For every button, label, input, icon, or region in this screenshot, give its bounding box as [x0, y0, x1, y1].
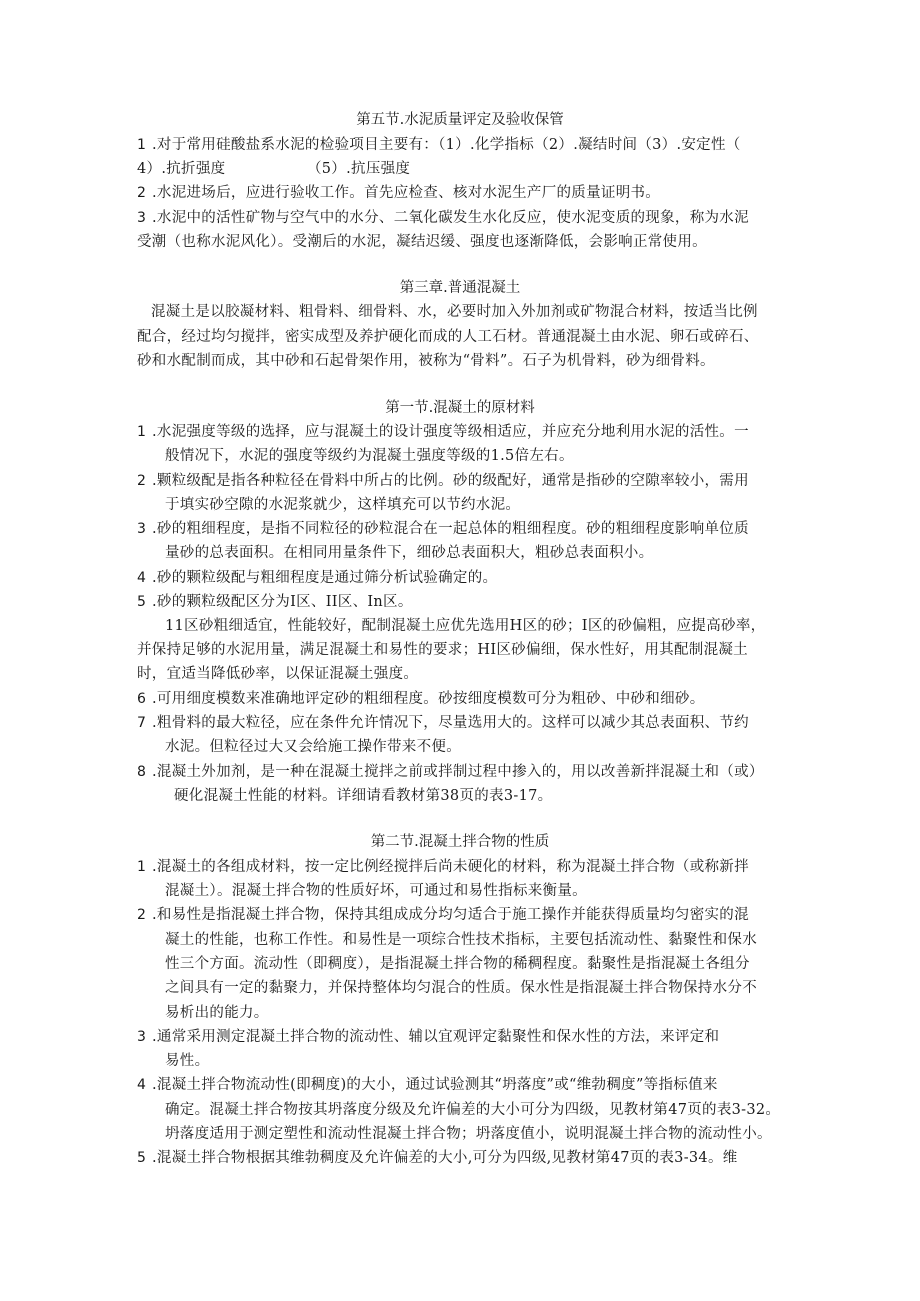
item-number: 8 [137, 764, 146, 780]
item-number: 2 [137, 473, 146, 489]
item-line: .砂的颗粒级配区分为Ⅰ区、ΙΙ区、In区。 [152, 594, 413, 610]
para-line: 时，宜适当降低砂率，以保证混凝土强度。 [137, 666, 419, 682]
item-line: .对于常用硅酸盐系水泥的检验项目主要有：（1）.化学指标（2）.凝结时间（3）.安定性（ [152, 137, 741, 153]
item-line: 般情况下，水泥的强度等级约为混凝土强度等级的1.5倍左右。 [165, 448, 574, 464]
item-line: .可用细度模数来准确地评定砂的粗细程度。砂按细度模数可分为粗砂、中砂和细砂。 [152, 691, 705, 707]
item-number: 6 [137, 691, 146, 707]
item-number: 3 [137, 521, 146, 537]
item-line: 水泥。但粒径过大又会给施工操作带来不便。 [165, 739, 461, 755]
intro-line: 砂和水配制而成，其中砂和石起骨架作用，被称为“骨料”。石子为机骨料，砂为细骨料。 [137, 353, 715, 369]
item-line: 易析出的能力。 [165, 1005, 269, 1021]
item-line: .砂的粗细程度，是指不同粒径的砂粒混合在一起总体的粗细程度。砂的粗细程度影响单位质 [152, 521, 749, 537]
item-line: 性三个方面。流动性（即稠度），是指混凝土拌合物的稀稠程度。黏聚性是指混凝土各组分 [165, 956, 750, 972]
item-number: 2 [137, 185, 146, 201]
intro-line: 配合，经过均匀搅拌，密实成型及养护硬化而成的人工石材。普通混凝土由水泥、卵石或碎石、 [137, 329, 759, 345]
chapter3-heading: 第三章.普通混凝土 [399, 280, 521, 296]
item-number: 1 [137, 137, 146, 153]
item-number: 5 [137, 1150, 146, 1166]
item-number: 3 [137, 210, 146, 226]
item-line: .颗粒级配是指各种粒径在骨料中所占的比例。砂的级配好，通常是指砂的空隙率较小，需用 [152, 473, 749, 489]
item-number: 1 [137, 424, 146, 440]
item-line: .混凝土拌合物流动性(即稠度)的大小，通过试验测其“坍落度”或“维勃稠度”等指标值来 [152, 1077, 718, 1093]
item-line: 受潮（也称水泥风化）。受潮后的水泥，凝结迟缓、强度也逐渐降低，会影响正常使用。 [137, 234, 707, 250]
item-line: .通常采用测定混凝土拌合物的流动性、辅以宜观评定黏聚性和保水性的方法，来评定和 [152, 1029, 720, 1045]
item-line: .粗骨料的最大粒径，应在条件允许情况下，尽量选用大的。这样可以减少其总表面积、节约 [152, 715, 749, 731]
item-line: .砂的颗粒级配与粗细程度是通过筛分析试验确定的。 [152, 570, 498, 586]
item-line: 之间具有一定的黏聚力，并保持整体均匀混合的性质。保水性是指混凝土拌合物保持水分不 [165, 980, 757, 996]
item-line: .水泥强度等级的选择，应与混凝土的设计强度等级相适应，并应充分地利用水泥的活性。一 [152, 424, 749, 440]
item-line: 坍落度适用于测定塑性和流动性混凝土拌合物；坍落度值小，说明混凝土拌合物的流动性小。 [165, 1126, 772, 1142]
item-line: .混凝土拌合物根据其维勃稠度及允许偏差的大小,可分为四级,见教材第47页的表3-34。维 [152, 1150, 738, 1166]
item-number: 1 [137, 859, 146, 875]
item-number: 4 [137, 1077, 146, 1093]
item-line: 确定。混凝土拌合物按其坍落度分级及允许偏差的大小可分为四级，见教材第47页的表3-32。 [165, 1102, 781, 1118]
item-line: 硬化混凝土性能的材料。详细请看教材第38页的表3-17。 [174, 788, 553, 804]
item-line: .水泥进场后，应进行验收工作。首先应检查、核对水泥生产厂的质量证明书。 [152, 185, 661, 201]
para-line: 并保持足够的水泥用量，满足混凝土和易性的要求；HI区砂偏细，保水性好，用其配制混凝土 [137, 642, 748, 658]
item-number: 4 [137, 570, 146, 586]
item-number: 2 [137, 907, 146, 923]
item-line: 量砂的总表面积。在相同用量条件下，细砂总表面积大，粗砂总表面积小。 [165, 545, 654, 561]
item-number: 5 [137, 594, 146, 610]
item-number: 7 [137, 715, 146, 731]
item-line: .混凝土的各组成材料，按一定比例经搅拌后尚未硬化的材料，称为混凝土拌合物（或称新拌 [152, 859, 749, 875]
item-line: 于填实砂空隙的水泥浆就少，这样填充可以节约水泥。 [165, 497, 521, 513]
item-number: 3 [137, 1029, 146, 1045]
intro-line: 混凝土是以胶凝材料、粗骨料、细骨料、水，必要时加入外加剂或矿物混合材料，按适当比例 [151, 304, 758, 320]
item-line: .混凝土外加剂，是一种在混凝土搅拌之前或拌制过程中掺入的，用以改善新拌混凝土和（或） [152, 764, 764, 780]
item-line: 易性。 [165, 1053, 210, 1069]
item-line: .水泥中的活性矿物与空气中的水分、二氧化碳发生水化反应，使水泥变质的现象，称为水泥 [152, 210, 749, 226]
section2-heading: 第二节.混凝土拌合物的性质 [370, 834, 550, 850]
item-line: .和易性是指混凝土拌合物，保持其组成成分均匀适合于施工操作并能获得质量均匀密实的混 [152, 907, 749, 923]
item-line: 凝土的性能，也称工作性。和易性是一项综合性技术指标，主要包括流动性、黏聚性和保水 [165, 932, 757, 948]
section5-heading: 第五节.水泥质量评定及验收保管 [356, 112, 564, 128]
item-line: 混凝土）。混凝土拌合物的性质好坏，可通过和易性指标来衡量。 [165, 883, 587, 899]
section1-heading: 第一节.混凝土的原材料 [385, 400, 535, 416]
item-line: 4）.抗折强度 （5）.抗压强度 [137, 161, 411, 177]
para-line: 11区砂粗细适宜，性能较好，配制混凝土应优先选用H区的砂；Ⅰ区的砂偏粗，应提高砂率， [165, 618, 766, 634]
